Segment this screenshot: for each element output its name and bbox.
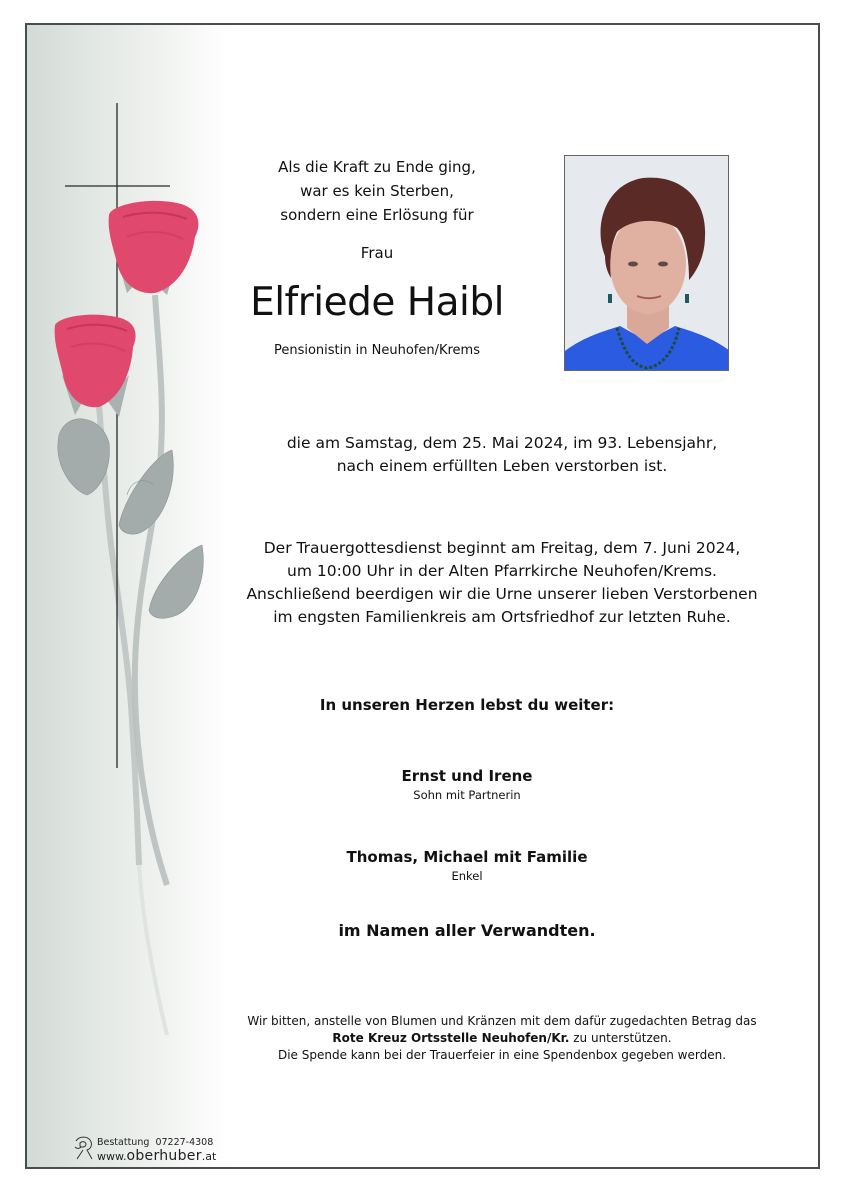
verse-line: Als die Kraft zu Ende ging, (278, 158, 476, 176)
death-notice (202, 432, 802, 478)
donation-line: Die Spende kann bei der Trauerfeier in eine Spendenbox gegeben werden. (277, 1048, 727, 1062)
mourner-name: Ernst und Irene (401, 767, 533, 785)
company-label: Bestattung (97, 1137, 150, 1148)
service-line: Der Trauergottesdienst beginnt am Freitag, dem 7. Juni 2024, (263, 539, 741, 557)
mourner-relation: Enkel (451, 869, 483, 883)
web-suffix: .at (201, 1150, 217, 1163)
leaf-icon (58, 419, 203, 618)
mourner-relation: Sohn mit Partnerin (413, 788, 521, 802)
web-prefix: www. (97, 1150, 127, 1163)
donation-recipient: Rote Kreuz Ortsstelle Neuhofen/Kr. (332, 1031, 570, 1045)
funeral-home-logo (73, 1135, 217, 1165)
memorial-verse (257, 155, 497, 227)
funeral-home-contact (97, 1137, 213, 1148)
portrait-image (565, 156, 729, 371)
service-line: im engsten Familienkreis am Ortsfriedhof zur letzten Ruhe. (273, 608, 731, 626)
verse-line: war es kein Sterben, (300, 182, 454, 200)
deceased-photo (564, 155, 729, 371)
donation-line: Wir bitten, anstelle von Blumen und Kränzen mit dem dafür zugedachten Betrag das (247, 1014, 757, 1028)
verse-line: sondern eine Erlösung für (280, 206, 474, 224)
farewell-heading: In unseren Herzen lebst du weiter: (319, 696, 615, 714)
service-line: um 10:00 Uhr in der Alten Pfarrkirche Neuhofen/Krems. (287, 562, 717, 580)
donation-request (177, 1013, 820, 1064)
salutation: Frau (360, 244, 394, 262)
deceased-name: Elfriede Haibl (250, 280, 504, 325)
donation-line (177, 1030, 820, 1047)
funeral-home-website[interactable] (97, 1148, 216, 1164)
obituary-card (25, 23, 820, 1169)
donation-line-rest: zu unterstützen. (569, 1031, 672, 1045)
mourner-name: Thomas, Michael mit Familie (346, 848, 588, 866)
angel-logo-icon (73, 1135, 95, 1161)
death-notice-line: die am Samstag, dem 25. Mai 2024, im 93. Lebensjahr, (286, 434, 718, 452)
deceased-occupation: Pensionistin in Neuhofen/Krems (273, 343, 480, 358)
closing-line: im Namen aller Verwandten. (338, 921, 596, 940)
service-line: Anschließend beerdigen wir die Urne unserer lieben Verstorbenen (246, 585, 758, 603)
death-notice-line: nach einem erfüllten Leben verstorben ist. (336, 457, 668, 475)
web-main: oberhuber (126, 1148, 202, 1164)
company-phone: 07227-4308 (155, 1137, 214, 1148)
funeral-service-info (192, 537, 812, 629)
rose-icon (109, 201, 199, 293)
